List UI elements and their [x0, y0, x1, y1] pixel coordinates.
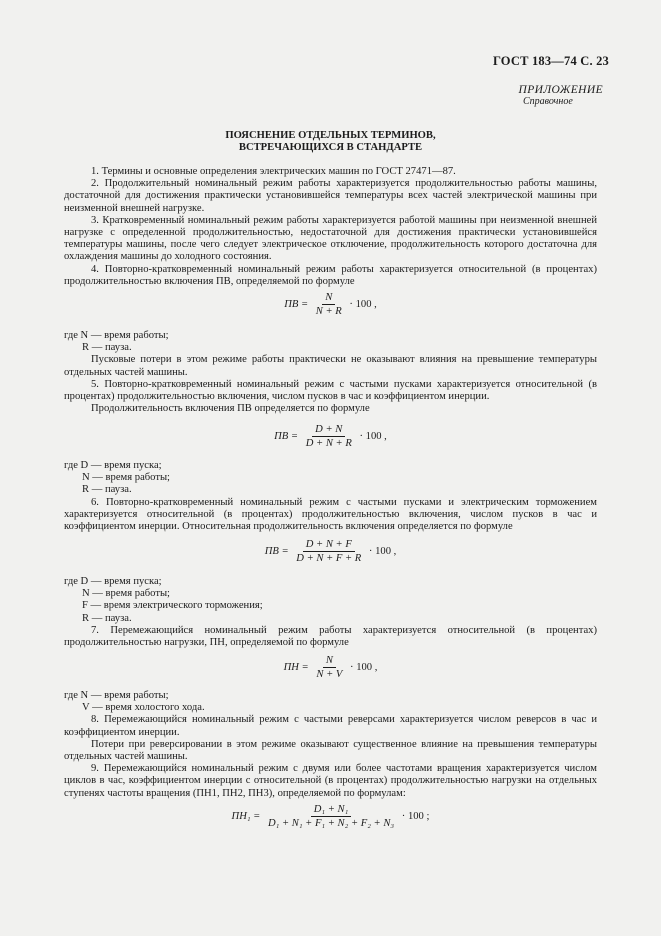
def-line: где D — время пуска;	[64, 460, 162, 471]
document-title	[0, 130, 661, 153]
paragraph-9: 9. Перемежающийся номинальный режим с двумя или более частотами вращения характеризуется числом циклов в час, коэффициентом инерции с относительной (в процентах) продолжительностью нагрузки на отдельных ступенях частоты вращения (ПН1, ПН2, ПН3), определяемой по формулам:	[64, 763, 597, 799]
formula-5-fraction	[265, 804, 397, 829]
paragraph-4: 4. Повторно-кратковременный номинальный режим работы характеризуется относительной (в процентах) продолжительностью включения ПВ, определяемой по формуле	[64, 263, 597, 287]
formula-2	[64, 424, 597, 449]
title-line-2: ВСТРЕЧАЮЩИХСЯ В СТАНДАРТЕ	[238, 141, 423, 153]
paragraph-8b: Потери при реверсировании в этом режиме оказывают существенное влияние на превышения температуры отдельных частей машины.	[64, 738, 597, 763]
formula-1-tail: · 100 ,	[349, 298, 377, 310]
paragraph-3: 3. Кратковременный номинальный режим работы характеризуется работой машины при неизменной внешней нагрузке с определенной продолжительностью, недостаточной для достижения практически установившейся температуры машины, после чего следует электрическое отключение, продолжительность которого достаточна для охлаждения машины до холодного состояния.	[64, 214, 597, 263]
def-line: R — пауза.	[82, 612, 132, 624]
paragraph-1: 1. Термины и основные определения электрических машин по ГОСТ 27471—87.	[91, 166, 456, 177]
paragraph-6: 6. Повторно-кратковременный номинальный режим с частыми пусками и электрическим торможением характеризуется относительной (в процентах) продолжительностью включения, числом пусков в час и коэффициентом инерции. Относительная продолжительность включения определяется по формуле	[64, 496, 597, 533]
formula-2-lhs: ПВ =	[274, 430, 299, 442]
formula-4-numerator: N	[323, 655, 336, 668]
paragraph-4b: Пусковые потери в этом режиме работы практически не оказывают влияния на превышение температуры отдельных частей машины.	[64, 354, 597, 378]
title-line-1: ПОЯСНЕНИЕ ОТДЕЛЬНЫХ ТЕРМИНОВ,	[225, 130, 436, 141]
formula-2-numerator: D + N	[312, 424, 345, 437]
formula-4-fraction	[313, 655, 345, 680]
formula-3	[64, 539, 597, 564]
section-6	[64, 460, 597, 533]
formula-3-denominator: D + N + F + R	[296, 553, 362, 564]
section-8-9	[64, 690, 597, 800]
definitions-2	[64, 460, 597, 497]
def-line: V — время холостого хода.	[82, 702, 205, 714]
formula-1-lhs: ПВ =	[284, 298, 309, 310]
formula-3-numerator: D + N + F	[303, 539, 355, 552]
def-line: N — время работы;	[82, 588, 171, 600]
formula-5-lhs: ПН₁ =	[231, 810, 261, 822]
formula-5-denominator: D₁ + N₁ + F₁ + N₂ + F₂ + N₃	[267, 818, 395, 829]
definitions-4	[64, 690, 597, 714]
paragraph-8: 8. Перемежающийся номинальный режим с частыми реверсами характеризуется числом реверсов в час и коэффициентом инерции.	[64, 714, 597, 738]
def-line: N — время работы;	[82, 472, 171, 484]
def-line: где D — время пуска;	[64, 576, 162, 587]
formula-5	[64, 804, 597, 829]
page-header: ГОСТ 183—74 С. 23	[492, 54, 609, 68]
formula-1-numerator: N	[322, 292, 335, 305]
def-line: где N — время работы;	[64, 690, 169, 701]
formula-3-lhs: ПВ =	[264, 545, 289, 557]
formula-5-numerator: D₁ + N₁	[311, 804, 352, 817]
formula-4	[64, 655, 597, 680]
section-4-5	[64, 330, 597, 415]
annex-sub: Справочное	[523, 96, 573, 107]
formula-1-denominator: N + R	[315, 306, 342, 317]
formula-4-denominator: N + V	[316, 669, 343, 680]
formula-1	[64, 292, 597, 317]
formula-3-fraction	[293, 539, 364, 564]
annex-label: ПРИЛОЖЕНИЕ	[518, 84, 603, 96]
formula-4-tail: · 100 ,	[350, 661, 378, 673]
paragraph-5: 5. Повторно-кратковременный номинальный режим с частыми пусками характеризуется относительной (в процентах) продолжительностью включения, числом пусков в час и коэффициентом инерции.	[64, 378, 597, 403]
section-1-4	[64, 166, 597, 288]
definitions-1	[64, 330, 597, 354]
definitions-3	[64, 576, 597, 625]
formula-1-fraction	[313, 292, 345, 317]
def-line: F — время электрического торможения;	[82, 600, 263, 612]
def-line: R — пауза.	[82, 484, 132, 496]
paragraph-5b: Продолжительность включения ПВ определяется по формуле	[91, 403, 370, 415]
paragraph-7: 7. Перемежающийся номинальный режим работы характеризуется относительной (в процентах) продолжительностью нагрузки, ПН, определяемой по формуле	[64, 624, 597, 649]
formula-4-lhs: ПН =	[283, 661, 309, 673]
section-7	[64, 576, 597, 649]
formula-5-tail: · 100 ;	[401, 810, 430, 822]
formula-2-fraction	[303, 424, 355, 449]
def-line: где N — время работы;	[64, 330, 169, 341]
def-line: R — пауза.	[82, 342, 132, 354]
formula-2-tail: · 100 ,	[359, 430, 387, 442]
paragraph-2: 2. Продолжительный номинальный режим работы характеризуется продолжительностью работы машины, достаточной для достижения практически установившейся температуры всех частей электрической машины при неизменной внешней нагрузке.	[64, 178, 597, 214]
formula-2-denominator: D + N + R	[305, 438, 352, 449]
formula-3-tail: · 100 ,	[368, 545, 397, 557]
